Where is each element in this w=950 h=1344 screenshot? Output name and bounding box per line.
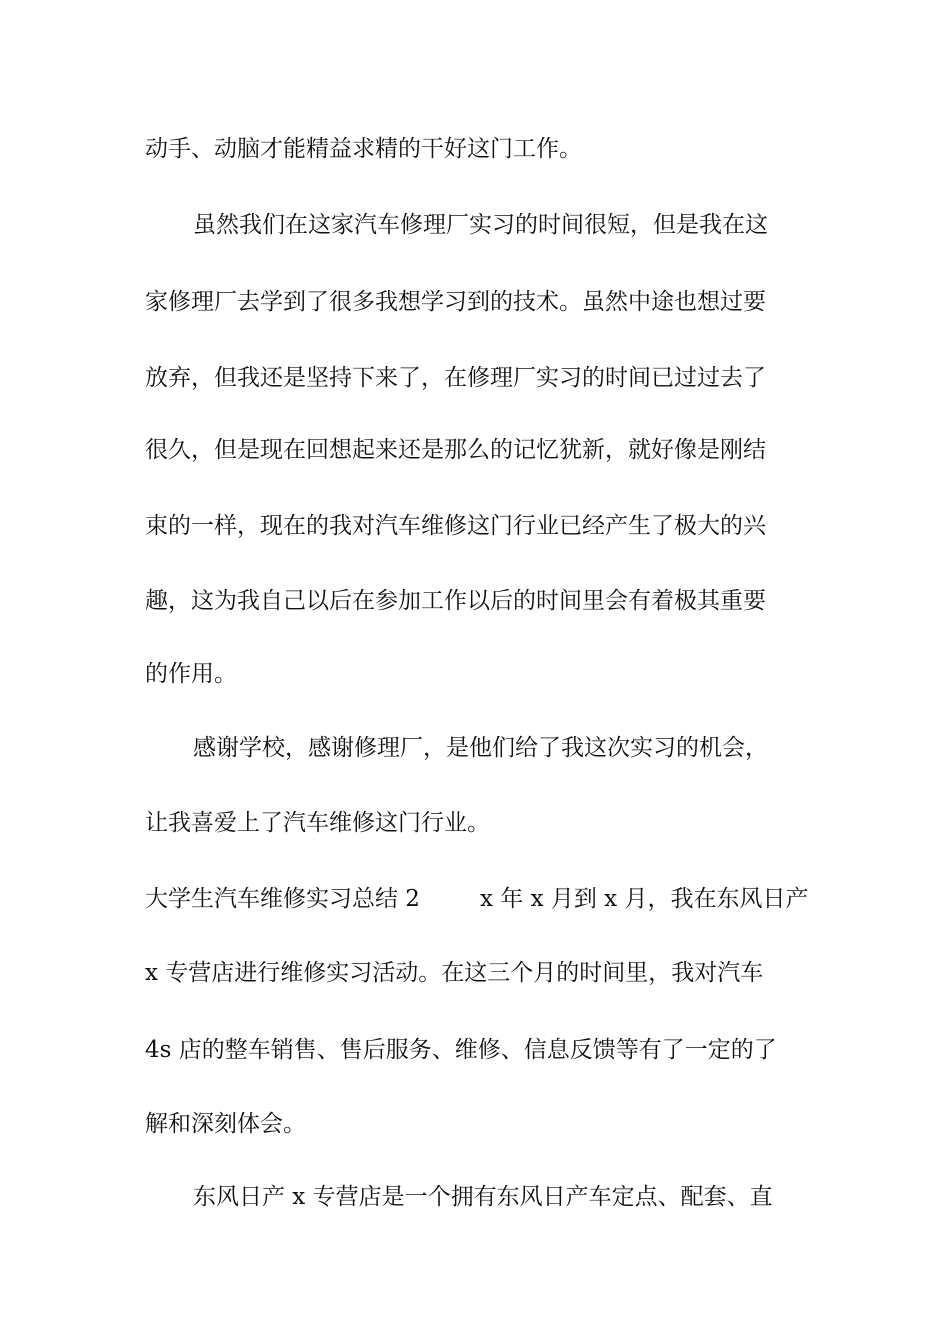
paragraph-line: 动手、动脑才能精益求精的干好这门工作。 — [145, 136, 582, 162]
paragraph-line: 4s 店的整车销售、售后服务、维修、信息反馈等有了一定的了 — [145, 1037, 777, 1063]
paragraph-line: 家修理厂去学到了很多我想学习到的技术。虽然中途也想过要 — [145, 289, 766, 315]
section-heading-text: x 年 x 月到 x 月，我在东风日产 — [480, 886, 809, 912]
paragraph-line: 束的一样，现在的我对汽车维修这门行业已经产生了极大的兴 — [145, 513, 766, 539]
paragraph-line: 虽然我们在这家汽车修理厂实习的时间很短，但是我在这 — [193, 212, 768, 238]
paragraph-line: 很久，但是现在回想起来还是那么的记忆犹新，就好像是刚结 — [145, 437, 766, 463]
section-title: 大学生汽车维修实习总结 2 — [145, 886, 420, 912]
paragraph-line: 趣，这为我自己以后在参加工作以后的时间里会有着极其重要 — [145, 588, 766, 614]
paragraph-line: 东风日产 x 专营店是一个拥有东风日产车定点、配套、直 — [193, 1184, 773, 1210]
section-heading-line — [145, 884, 810, 914]
paragraph-line: x 专营店进行维修实习活动。在这三个月的时间里，我对汽车 — [145, 960, 764, 986]
paragraph-line: 解和深刻体会。 — [145, 1111, 306, 1137]
paragraph-line: 放弃，但我还是坚持下来了，在修理厂实习的时间已过过去了 — [145, 365, 766, 391]
paragraph-line: 让我喜爱上了汽车维修这门行业。 — [145, 810, 490, 836]
paragraph-line: 的作用。 — [145, 661, 237, 687]
paragraph-line: 感谢学校，感谢修理厂，是他们给了我这次实习的机会， — [193, 735, 768, 761]
